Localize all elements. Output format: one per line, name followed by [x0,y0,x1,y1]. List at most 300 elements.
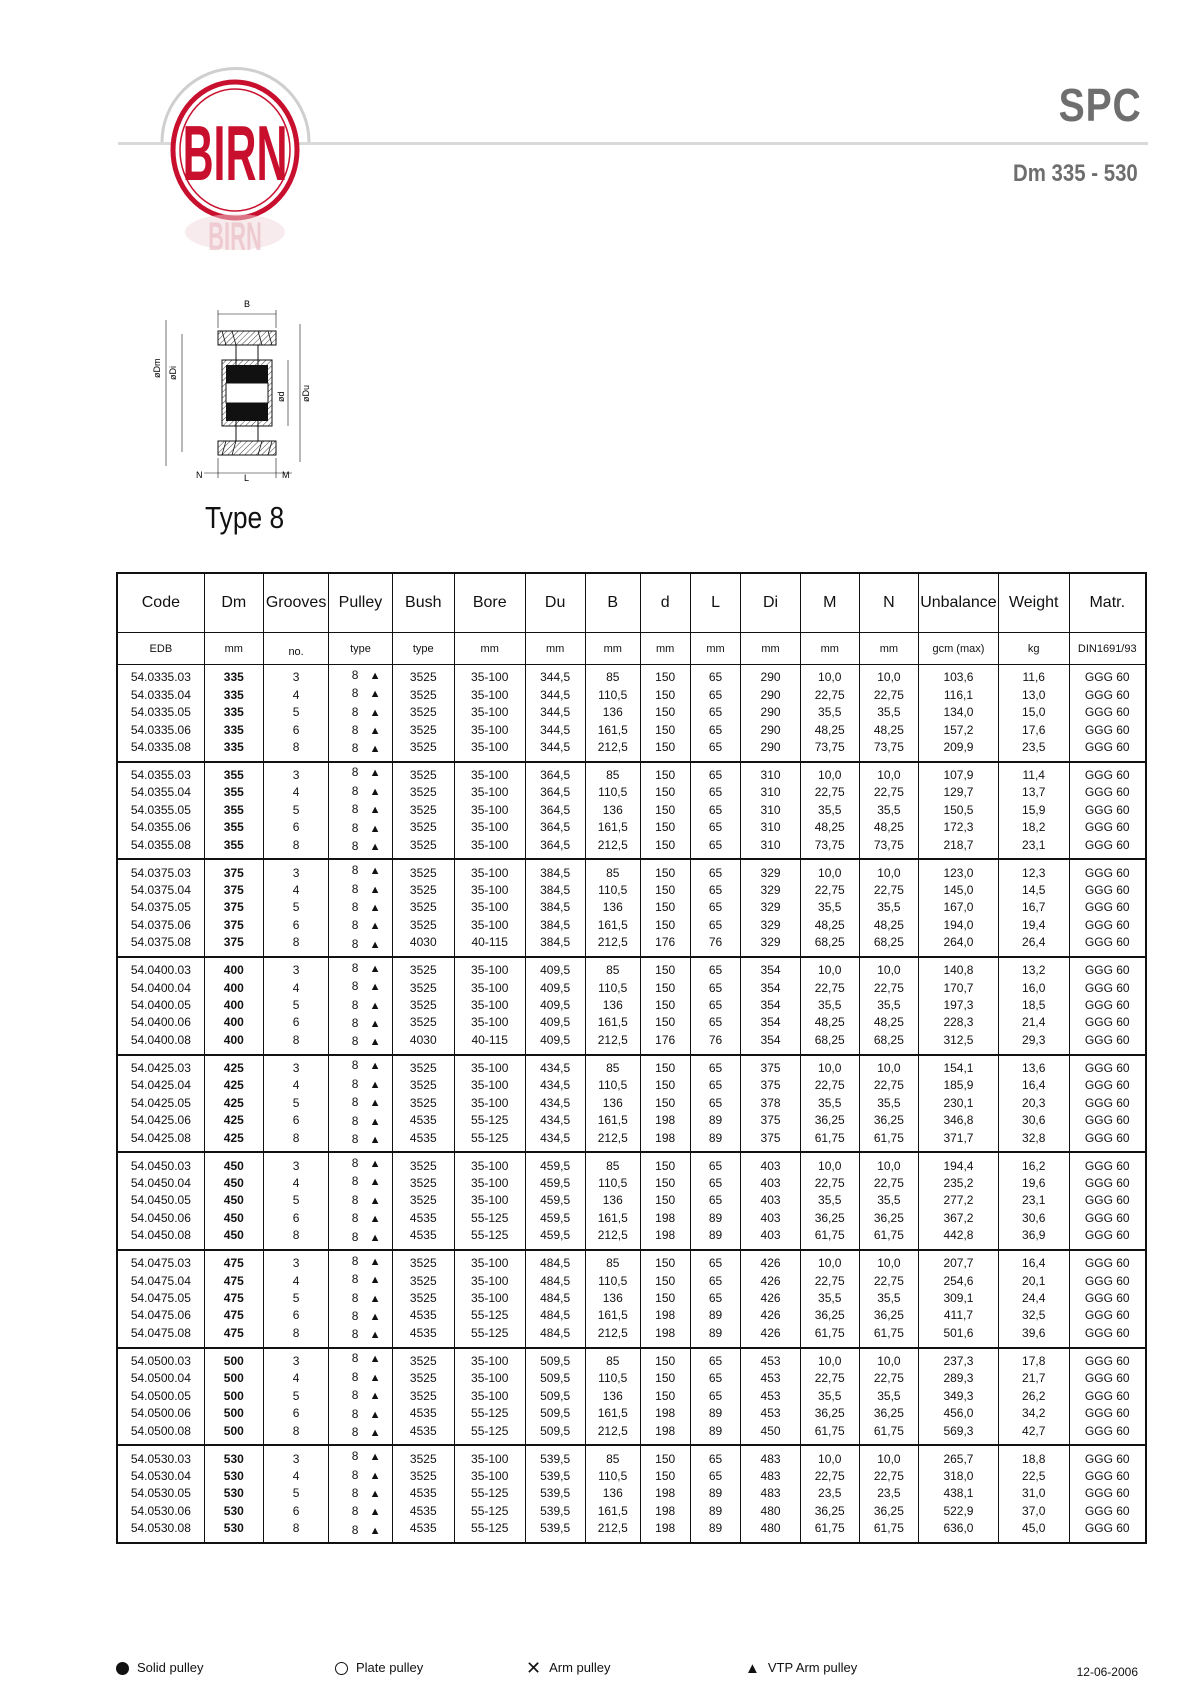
group-cell [117,957,204,1055]
cell-value: 150 [655,767,676,782]
cell-value: 450 [223,1228,244,1243]
group-cell [585,762,640,860]
cell-value: 13,6 [1022,1060,1046,1075]
cell-value: 54.0355.04 [130,785,191,800]
cell-value: 375 [760,1060,781,1075]
cell-value [329,936,391,954]
group-cell [859,957,918,1055]
cell-value: 150 [655,1193,676,1208]
unit-cell: mm [640,633,690,665]
cell-value: 150 [655,963,676,978]
cell-value: 5 [292,900,300,915]
cell-value [329,1308,391,1326]
triangle-icon: ▲ [369,1231,381,1244]
cell-value: 3 [292,670,300,685]
cell-value: 10,0 [877,963,901,978]
unit-cell: kg [998,633,1069,665]
cell-value: 475 [223,1291,244,1306]
open-circle-icon [335,1662,348,1675]
legend-vtp-arm-pulley [745,1660,858,1678]
group-cell [263,1250,328,1348]
group-cell [525,1152,585,1250]
cell-value: 5 [292,1291,300,1306]
cell-value: 335 [223,670,244,685]
cell-value: 65 [708,802,723,817]
group-cell [392,665,454,762]
cell-value: 3525 [409,722,437,737]
cell-value: 35-100 [471,917,509,932]
triangle-icon: ▲ [369,669,381,682]
column-header: L [690,573,741,633]
cell-value: 35,5 [877,998,901,1013]
group-cell [1069,1055,1146,1153]
group-cell [640,859,690,957]
triangle-icon: ▲ [369,1274,381,1287]
cell-value: 65 [708,1469,723,1483]
cell-value: 355 [223,767,244,782]
cell-value: GGG 60 [1084,1256,1130,1271]
cell-value: 150 [655,980,676,995]
cell-value: 123,0 [943,865,974,880]
cell-value: 61,75 [873,1423,904,1438]
group-cell [525,665,585,762]
pulley-type: 8 [351,899,359,914]
cell-value: 54.0450.04 [130,1175,191,1190]
series-title: SPC [1059,79,1142,131]
triangle-icon: ▲ [369,1524,381,1537]
cell-value: 26,2 [1022,1388,1046,1403]
cell-value: 3525 [409,837,437,852]
cell-value [329,1076,391,1094]
cell-value: 480 [760,1521,781,1536]
cell-value: 22,75 [873,1078,904,1093]
group-cell [690,762,741,860]
cell-value [329,1326,391,1344]
group-cell [117,665,204,762]
cell-value: 176 [655,935,676,950]
cell-value: 453 [760,1406,781,1421]
cell-value: 65 [708,837,723,852]
cell-value: 434,5 [540,1095,571,1110]
cell-value: 65 [708,785,723,800]
cell-value [329,1192,391,1210]
group-cell [918,1055,998,1153]
cell-value: 6 [292,1503,300,1518]
cell-value: 411,7 [943,1308,974,1323]
cell-value: 3525 [409,1469,437,1483]
cell-value: 54.0530.06 [130,1503,191,1518]
cell-value: 145,0 [943,883,974,898]
cell-value: 378 [760,1095,781,1110]
cell-value: 65 [708,1451,723,1466]
group-cell [329,859,392,957]
cell-value: GGG 60 [1084,1210,1130,1225]
cell-value: 150 [655,820,676,835]
cell-value: 61,75 [873,1325,904,1340]
cell-value: 150 [655,1388,676,1403]
group-cell [204,1055,263,1153]
cell-value: 425 [223,1095,244,1110]
cell-value: 509,5 [540,1423,571,1438]
cell-value: GGG 60 [1084,1423,1130,1438]
cell-value: 450 [223,1210,244,1225]
cell-value: 4 [292,1371,300,1386]
cell-value: 530 [223,1469,244,1483]
group-cell [117,859,204,957]
cell-value: 48,25 [814,722,845,737]
cell-value: 3525 [409,865,437,880]
cell-value: 76 [708,1032,723,1047]
cell-value: 522,9 [943,1503,974,1518]
cell-value: 10,0 [818,1158,842,1173]
cell-value: 4535 [409,1486,437,1501]
cell-value: 207,7 [943,1256,974,1271]
cell-value: 18,5 [1022,998,1046,1013]
cell-value: 65 [708,998,723,1013]
group-cell [640,1348,690,1446]
group-cell [690,859,741,957]
cell-value: 501,6 [943,1325,974,1340]
cell-value [329,1467,391,1485]
cell-value: 10,0 [877,865,901,880]
triangle-icon: ▲ [369,901,381,914]
cell-value: 312,5 [943,1032,974,1047]
diameter-range: Dm 335 - 530 [1013,160,1138,187]
group-cell [329,1250,392,1348]
group-cell [454,1348,525,1446]
cell-value: 161,5 [597,1113,628,1128]
cell-value: 22,75 [814,1078,845,1093]
cell-value [329,881,391,899]
column-header: B [585,573,640,633]
group-cell [263,859,328,957]
cell-value: 22,75 [873,980,904,995]
unit-cell: mm [204,633,263,665]
cell-value: 329 [760,883,781,898]
cell-value: 172,3 [943,820,974,835]
group-cell [1069,1348,1146,1446]
cell-value: 500 [223,1371,244,1386]
cell-value: 329 [760,917,781,932]
cell-value: 30,6 [1022,1210,1046,1225]
cell-value: 434,5 [540,1113,571,1128]
cell-value: 150 [655,1353,676,1368]
cell-value: 425 [223,1060,244,1075]
group-cell [800,859,859,957]
group-cell [263,957,328,1055]
cell-value [329,801,391,819]
cell-value: GGG 60 [1084,917,1130,932]
cell-value: 400 [223,1032,244,1047]
cell-value: 475 [223,1308,244,1323]
cell-value: 4535 [409,1423,437,1438]
group-cell [392,957,454,1055]
cell-value: 355 [223,837,244,852]
cell-value: 23,5 [877,1486,901,1501]
group-cell [454,665,525,762]
group-cell [454,957,525,1055]
cell-value: 475 [223,1273,244,1288]
cell-value: GGG 60 [1084,739,1130,754]
cell-value: 218,7 [943,837,974,852]
cell-value: 403 [760,1193,781,1208]
cell-value: 265,7 [943,1451,974,1466]
cell-value: GGG 60 [1084,883,1130,898]
cell-value: 54.0355.05 [130,802,191,817]
cell-value: GGG 60 [1084,1308,1130,1323]
cell-value: 54.0400.03 [130,963,191,978]
pulley-type: 8 [351,1076,359,1091]
cell-value: 35-100 [471,1469,509,1483]
cell-value: 329 [760,935,781,950]
cell-value: 3525 [409,917,437,932]
cell-value: 212,5 [597,1228,628,1243]
cell-value: GGG 60 [1084,1158,1130,1173]
cell-value: 459,5 [540,1158,571,1173]
group-cell [918,1445,998,1543]
cell-value: 54.0335.05 [130,705,191,720]
cell-value: 212,5 [597,935,628,950]
pulley-type: 8 [351,1211,359,1226]
cell-value [329,685,391,703]
cell-value: 136 [602,705,623,720]
cell-value: 85 [606,865,620,880]
cell-value: 355 [223,802,244,817]
cell-value: 65 [708,917,723,932]
triangle-icon: ▲ [369,1194,381,1207]
cell-value: 310 [760,837,781,852]
group-cell [525,1250,585,1348]
cell-value: 40-115 [471,1032,508,1047]
cell-value: 344,5 [540,739,571,754]
cell-value: 36,25 [873,1308,904,1323]
cell-value: 4535 [409,1521,437,1536]
cell-value: 85 [606,1060,620,1075]
cell-value: 3525 [409,1273,437,1288]
cell-value: 35-100 [471,722,509,737]
pulley-type: 8 [351,1132,359,1147]
pulley-type: 8 [351,802,359,817]
cell-value: 15,9 [1022,802,1046,817]
cell-value: 375 [760,1078,781,1093]
group-cell [329,762,392,860]
cell-value: 290 [760,722,781,737]
cell-value [329,1406,391,1424]
unit-cell: mm [741,633,800,665]
cell-value: 13,0 [1022,687,1046,702]
cell-value: 54.0375.04 [130,883,191,898]
group-cell [392,1348,454,1446]
cell-value: 150 [655,1158,676,1173]
cell-value: 354 [760,1015,781,1030]
column-header: Unbalance [918,573,998,633]
cell-value: 24,4 [1022,1291,1046,1306]
cell-value: 364,5 [540,820,571,835]
triangle-icon: ▲ [369,1078,381,1091]
cell-value: 384,5 [540,883,571,898]
cell-value: 6 [292,722,300,737]
table-row-group [117,762,1146,860]
pulley-type: 8 [351,1388,359,1403]
cell-value: 40-115 [471,935,508,950]
cell-value: 48,25 [873,820,904,835]
cell-value [329,667,391,685]
cell-value: 425 [223,1078,244,1093]
cell-value: 212,5 [597,837,628,852]
cell-value: 55-125 [471,1228,509,1243]
group-cell [1069,859,1146,957]
group-cell [1069,665,1146,762]
cell-value: 355 [223,785,244,800]
group-cell [640,1152,690,1250]
cell-value: 16,4 [1022,1256,1046,1271]
cell-value: 483 [760,1486,781,1501]
cell-value: 8 [292,1423,300,1438]
cell-value: 277,2 [943,1193,974,1208]
cell-value [329,1485,391,1503]
cell-value: 55-125 [471,1486,509,1501]
group-cell [690,1152,741,1250]
cell-value: 54.0450.03 [130,1158,191,1173]
cell-value: 89 [708,1130,723,1145]
cell-value: 31,0 [1022,1486,1046,1501]
legend-label: Arm pulley [549,1660,611,1675]
group-cell [998,1348,1069,1446]
column-header: Bore [454,573,525,633]
cross-icon: ✕ [526,1658,542,1679]
cell-value: GGG 60 [1084,1032,1130,1047]
cell-value: 107,9 [943,767,974,782]
triangle-icon: ▲ [369,938,381,951]
cell-value: 375 [223,883,244,898]
cell-value: 65 [708,900,723,915]
cell-value: 10,0 [818,670,842,685]
cell-value: 65 [708,1353,723,1368]
cell-value: 3525 [409,820,437,835]
group-cell [998,859,1069,957]
cell-value [329,820,391,838]
pulley-type: 8 [351,863,359,878]
cell-value: 403 [760,1175,781,1190]
pulley-type: 8 [351,1308,359,1323]
cell-value: 136 [602,1095,623,1110]
group-cell [329,1348,392,1446]
cell-value: 35-100 [471,820,509,835]
unit-cell: type [329,633,392,665]
cell-value: 450 [760,1423,781,1438]
cell-value: 35,5 [877,1095,901,1110]
group-cell [800,762,859,860]
cell-value: 85 [606,1451,620,1466]
group-cell [1069,1152,1146,1250]
group-cell [741,859,800,957]
cell-value: 65 [708,722,723,737]
cell-value: 22,75 [814,1371,845,1386]
triangle-icon: ▲ [369,1487,381,1500]
cell-value: 4030 [409,1032,437,1047]
cell-value: 35,5 [877,1193,901,1208]
pulley-type: 8 [351,960,359,975]
cell-value: 85 [606,1158,620,1173]
group-cell [525,1348,585,1446]
cell-value [329,1290,391,1308]
cell-value: 509,5 [540,1353,571,1368]
cell-value: 8 [292,1325,300,1340]
cell-value: 61,75 [814,1423,845,1438]
cell-value: GGG 60 [1084,1291,1130,1306]
group-cell [800,1055,859,1153]
cell-value: 150,5 [943,802,974,817]
group-cell [392,1445,454,1543]
cell-value: 12,3 [1022,865,1046,880]
cell-value: 65 [708,739,723,754]
cell-value: 22,75 [873,1273,904,1288]
cell-value: 426 [760,1325,781,1340]
cell-value: 35-100 [471,837,509,852]
cell-value: GGG 60 [1084,670,1130,685]
pulley-type: 8 [351,1290,359,1305]
cell-value: 35,5 [877,705,901,720]
pulley-type: 8 [351,1449,359,1464]
group-cell [585,1152,640,1250]
pulley-type: 8 [351,1351,359,1366]
cell-value: 136 [602,1291,623,1306]
cell-value: 29,3 [1022,1032,1046,1047]
pulley-type: 8 [351,1522,359,1537]
cell-value: 10,0 [877,1353,901,1368]
cell-value: 150 [655,1451,676,1466]
cell-value: 136 [602,802,623,817]
cell-value: 198 [655,1521,676,1536]
cell-value: 23,5 [818,1486,842,1501]
cell-value: 3525 [409,785,437,800]
cell-value: 483 [760,1451,781,1466]
cell-value: 198 [655,1210,676,1225]
cell-value: 539,5 [540,1521,571,1536]
cell-value: 375 [223,865,244,880]
cell-value: 335 [223,705,244,720]
cell-value [329,1522,391,1540]
cell-value: 484,5 [540,1308,571,1323]
cell-value: 34,2 [1022,1406,1046,1421]
cell-value: 198 [655,1325,676,1340]
unit-cell: type [392,633,454,665]
cell-value: 35-100 [471,1175,509,1190]
cell-value: 4 [292,1469,300,1483]
table-row-group [117,957,1146,1055]
cell-value: 375 [223,917,244,932]
cell-value: 290 [760,705,781,720]
cell-value: 329 [760,865,781,880]
cell-value: 65 [708,1095,723,1110]
group-cell [392,1152,454,1250]
cell-value: 185,9 [943,1078,974,1093]
cell-value [329,899,391,917]
cell-value: 136 [602,1193,623,1208]
cell-value: GGG 60 [1084,1193,1130,1208]
group-cell [585,957,640,1055]
cell-value: 3525 [409,1371,437,1386]
cell-value: 150 [655,1371,676,1386]
pulley-type: 8 [351,765,359,780]
label-l: L [244,473,250,483]
group-cell [859,1152,918,1250]
cell-value: 3 [292,767,300,782]
cell-value [329,1131,391,1149]
column-header: d [640,573,690,633]
cell-value: 65 [708,1078,723,1093]
pulley-type: 8 [351,1327,359,1342]
